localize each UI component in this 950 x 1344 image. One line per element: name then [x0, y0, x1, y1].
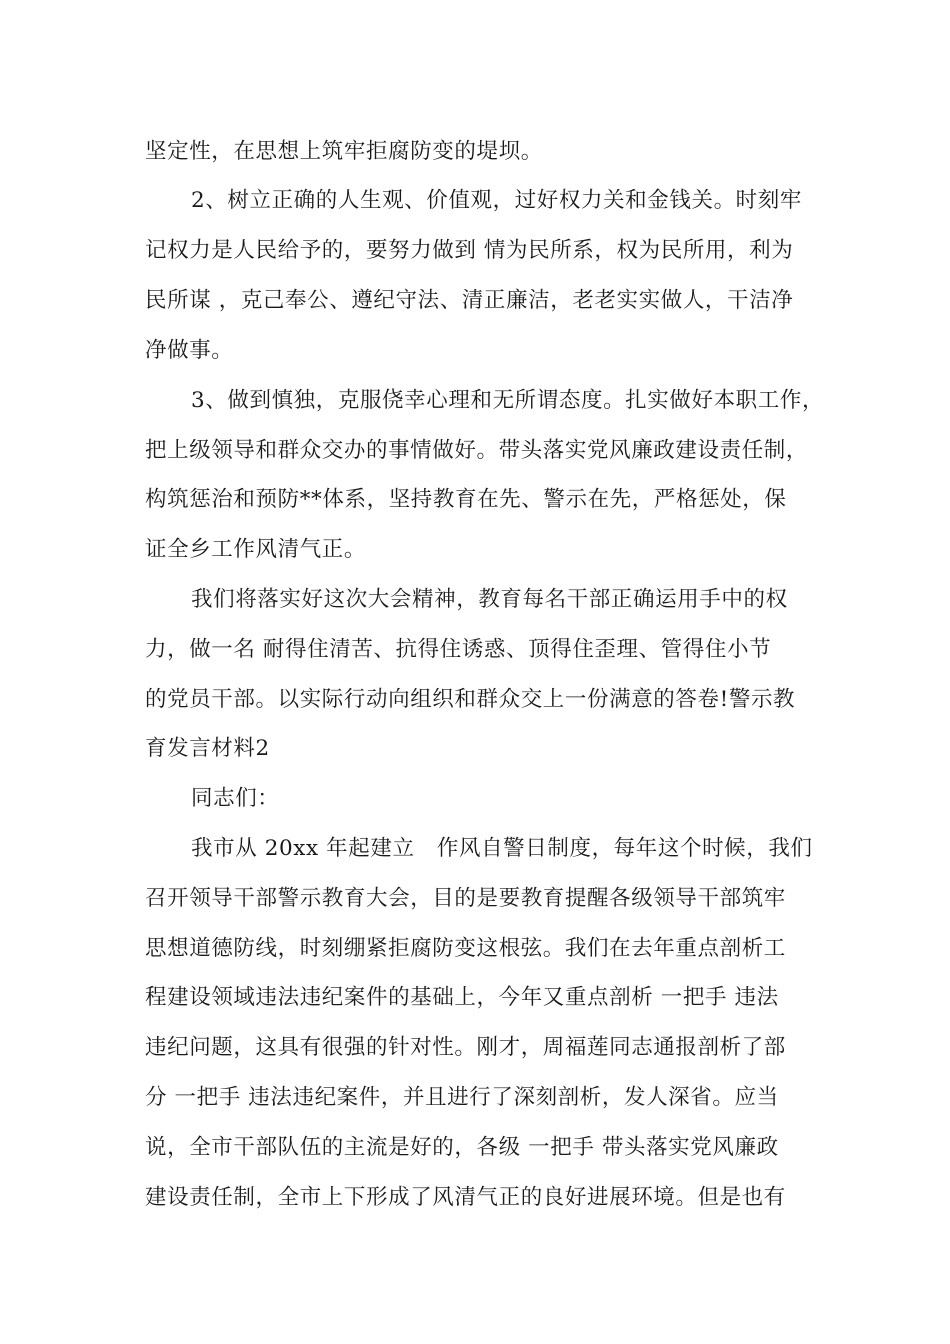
- text-line: 召开领导干部警示教育大会，目的是要教育提醒各级领导干部筑牢: [145, 886, 786, 911]
- text-line: 2、树立正确的人生观、价值观，过好权力关和金钱关。时刻牢: [191, 188, 802, 213]
- text-line: 记权力是人民给予的，要努力做到 情为民所系，权为民所用，利为: [145, 238, 794, 263]
- text-line: 坚定性，在思想上筑牢拒腐防变的堤坝。: [145, 139, 543, 164]
- text-line: 思想道德防线，时刻绷紧拒腐防变这根弦。我们在去年重点剖析工: [145, 936, 786, 961]
- text-line: 同志们：: [191, 786, 280, 811]
- text-line: 说，全市干部队伍的主流是好的，各级 一把手 带头落实党风廉政: [145, 1135, 779, 1160]
- text-line: 构筑惩治和预防**体系，坚持教育在先、警示在先，严格惩处，保: [145, 487, 787, 512]
- text-line: 把上级领导和群众交办的事情做好。带头落实党风廉政建设责任制，: [145, 438, 809, 463]
- text-line: 建设责任制，全市上下形成了风清气正的良好进展环境。但是也有: [145, 1185, 786, 1210]
- text-line: 民所谋 ，克己奉公、遵纪守法、清正廉洁，老老实实做人，干洁净: [145, 288, 794, 313]
- text-line: 违纪问题，这具有很强的针对性。刚才，周福莲同志通报剖析了部: [145, 1035, 786, 1060]
- text-line: 分 一把手 违法违纪案件，并且进行了深刻剖析，发人深省。应当: [145, 1085, 779, 1110]
- text-line: 我们将落实好这次大会精神，教育每名干部正确运用手中的权: [191, 587, 788, 612]
- text-line: 的党员干部。以实际行动向组织和群众交上一份满意的答卷!警示教: [145, 687, 796, 712]
- text-line: 净做事。: [145, 338, 234, 363]
- text-line: 证全乡工作风清气正。: [145, 537, 367, 562]
- text-line: 力，做一名 耐得住清苦、抗得住诱惑、顶得住歪理、管得住小节: [145, 637, 772, 662]
- text-line: 程建设领域违法违纪案件的基础上，今年又重点剖析 一把手 违法: [145, 985, 779, 1010]
- text-line: 3、做到慎独，克服侥幸心理和无所谓态度。扎实做好本职工作，: [191, 388, 825, 413]
- text-line: 育发言材料2: [145, 736, 270, 761]
- text-line: 我市从 20xx 年起建立 作风自警日制度，每年这个时候，我们: [191, 836, 813, 861]
